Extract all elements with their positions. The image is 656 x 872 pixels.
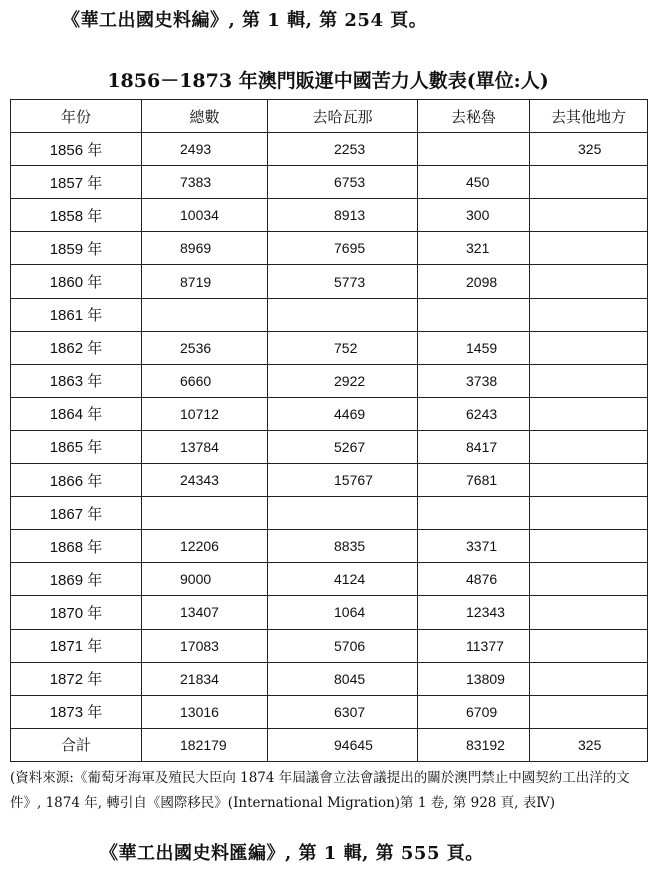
- header-havana: 去哈瓦那: [268, 100, 418, 133]
- total-other: 325: [530, 728, 648, 761]
- cell-total: [142, 298, 268, 331]
- cell-peru: [418, 298, 530, 331]
- cell-peru: [418, 497, 530, 530]
- table-row: [11, 497, 648, 530]
- cell-year: 1861 年: [11, 298, 142, 331]
- cell-peru: 11377: [418, 629, 530, 662]
- total-sum: 182179: [142, 728, 268, 761]
- cell-peru: 8417: [418, 430, 530, 463]
- cell-total: 6660: [142, 364, 268, 397]
- cell-peru: 7681: [418, 464, 530, 497]
- cell-peru: 3738: [418, 364, 530, 397]
- table-total-row: [11, 728, 648, 761]
- cell-total: 10034: [142, 199, 268, 232]
- cell-total: 13407: [142, 596, 268, 629]
- cell-havana: 8045: [268, 662, 418, 695]
- source-note: (資料來源:《葡萄牙海軍及殖民大臣向 1874 年屆議會立法會議提出的關於澳門禁止中國契約工出洋的文件》, 1874 年, 轉引自《國際移民》(International Migration)第 1 卷, 第 928 頁, 表Ⅳ): [10, 770, 630, 811]
- cell-other: 325: [530, 133, 648, 166]
- cell-total: 8969: [142, 232, 268, 265]
- cell-peru: 13809: [418, 662, 530, 695]
- cell-year: 1862 年: [11, 331, 142, 364]
- cell-year: 1869 年: [11, 563, 142, 596]
- total-label: 合計: [11, 728, 142, 761]
- header-peru: 去秘魯: [418, 100, 530, 133]
- table-row: [11, 629, 648, 662]
- cell-havana: 2253: [268, 133, 418, 166]
- cell-havana: [268, 497, 418, 530]
- table-title: 1856－1873 年澳門販運中國苦力人數表(單位:人): [107, 70, 549, 92]
- cell-peru: 4876: [418, 563, 530, 596]
- cell-other: [530, 695, 648, 728]
- cell-peru: 2098: [418, 265, 530, 298]
- table-row: [11, 662, 648, 695]
- table-header-row: [11, 100, 648, 133]
- cell-peru: 12343: [418, 596, 530, 629]
- cell-havana: 752: [268, 331, 418, 364]
- cell-total: 24343: [142, 464, 268, 497]
- cell-total: 2493: [142, 133, 268, 166]
- cell-peru: 321: [418, 232, 530, 265]
- cell-year: 1870 年: [11, 596, 142, 629]
- table-row: [11, 563, 648, 596]
- table-row: [11, 199, 648, 232]
- cell-other: [530, 166, 648, 199]
- cell-year: 1860 年: [11, 265, 142, 298]
- cell-total: 2536: [142, 331, 268, 364]
- table-row: [11, 695, 648, 728]
- total-havana: 94645: [268, 728, 418, 761]
- cell-total: 7383: [142, 166, 268, 199]
- cell-other: [530, 563, 648, 596]
- cell-other: [530, 199, 648, 232]
- cell-other: [530, 629, 648, 662]
- cell-total: [142, 497, 268, 530]
- cell-other: [530, 397, 648, 430]
- table-row: [11, 430, 648, 463]
- cell-total: 13784: [142, 430, 268, 463]
- table-row: [11, 298, 648, 331]
- table-row: [11, 464, 648, 497]
- cell-other: [530, 464, 648, 497]
- cell-year: 1857 年: [11, 166, 142, 199]
- cell-other: [530, 430, 648, 463]
- header-total: 總數: [142, 100, 268, 133]
- cell-havana: 5773: [268, 265, 418, 298]
- cell-other: [530, 232, 648, 265]
- cell-peru: 450: [418, 166, 530, 199]
- cell-year: 1867 年: [11, 497, 142, 530]
- cell-havana: 5706: [268, 629, 418, 662]
- cell-year: 1868 年: [11, 530, 142, 563]
- top-source-caption: 《華工出國史料編》, 第 1 輯, 第 254 頁。: [62, 10, 428, 31]
- cell-other: [530, 298, 648, 331]
- table-row: [11, 331, 648, 364]
- cell-peru: 1459: [418, 331, 530, 364]
- cell-total: 9000: [142, 563, 268, 596]
- table-row: [11, 133, 648, 166]
- cell-year: 1873 年: [11, 695, 142, 728]
- cell-other: [530, 364, 648, 397]
- cell-total: 17083: [142, 629, 268, 662]
- cell-other: [530, 265, 648, 298]
- cell-peru: 6709: [418, 695, 530, 728]
- cell-year: 1871 年: [11, 629, 142, 662]
- cell-havana: 8913: [268, 199, 418, 232]
- coolie-trade-table: [10, 99, 648, 762]
- cell-havana: 5267: [268, 430, 418, 463]
- cell-other: [530, 530, 648, 563]
- cell-havana: [268, 298, 418, 331]
- cell-havana: 1064: [268, 596, 418, 629]
- cell-total: 12206: [142, 530, 268, 563]
- cell-peru: 300: [418, 199, 530, 232]
- bottom-source-caption: 《華工出國史料匯編》, 第 1 輯, 第 555 頁。: [100, 843, 484, 864]
- cell-other: [530, 497, 648, 530]
- table-row: [11, 397, 648, 430]
- header-year: 年份: [11, 100, 142, 133]
- cell-havana: 6307: [268, 695, 418, 728]
- cell-year: 1866 年: [11, 464, 142, 497]
- table-row: [11, 166, 648, 199]
- cell-year: 1856 年: [11, 133, 142, 166]
- cell-peru: 6243: [418, 397, 530, 430]
- cell-havana: 4124: [268, 563, 418, 596]
- header-other: 去其他地方: [530, 100, 648, 133]
- table-row: [11, 232, 648, 265]
- cell-other: [530, 662, 648, 695]
- cell-total: 21834: [142, 662, 268, 695]
- cell-year: 1858 年: [11, 199, 142, 232]
- cell-other: [530, 596, 648, 629]
- cell-havana: 15767: [268, 464, 418, 497]
- cell-havana: 2922: [268, 364, 418, 397]
- cell-peru: 3371: [418, 530, 530, 563]
- cell-total: 8719: [142, 265, 268, 298]
- cell-havana: 8835: [268, 530, 418, 563]
- cell-peru: [418, 133, 530, 166]
- cell-havana: 6753: [268, 166, 418, 199]
- total-peru: 83192: [418, 728, 530, 761]
- table-row: [11, 530, 648, 563]
- cell-year: 1863 年: [11, 364, 142, 397]
- cell-year: 1859 年: [11, 232, 142, 265]
- cell-havana: 4469: [268, 397, 418, 430]
- cell-year: 1864 年: [11, 397, 142, 430]
- cell-year: 1872 年: [11, 662, 142, 695]
- table-row: [11, 364, 648, 397]
- cell-total: 13016: [142, 695, 268, 728]
- cell-year: 1865 年: [11, 430, 142, 463]
- cell-havana: 7695: [268, 232, 418, 265]
- table-row: [11, 596, 648, 629]
- cell-other: [530, 331, 648, 364]
- cell-total: 10712: [142, 397, 268, 430]
- table-row: [11, 265, 648, 298]
